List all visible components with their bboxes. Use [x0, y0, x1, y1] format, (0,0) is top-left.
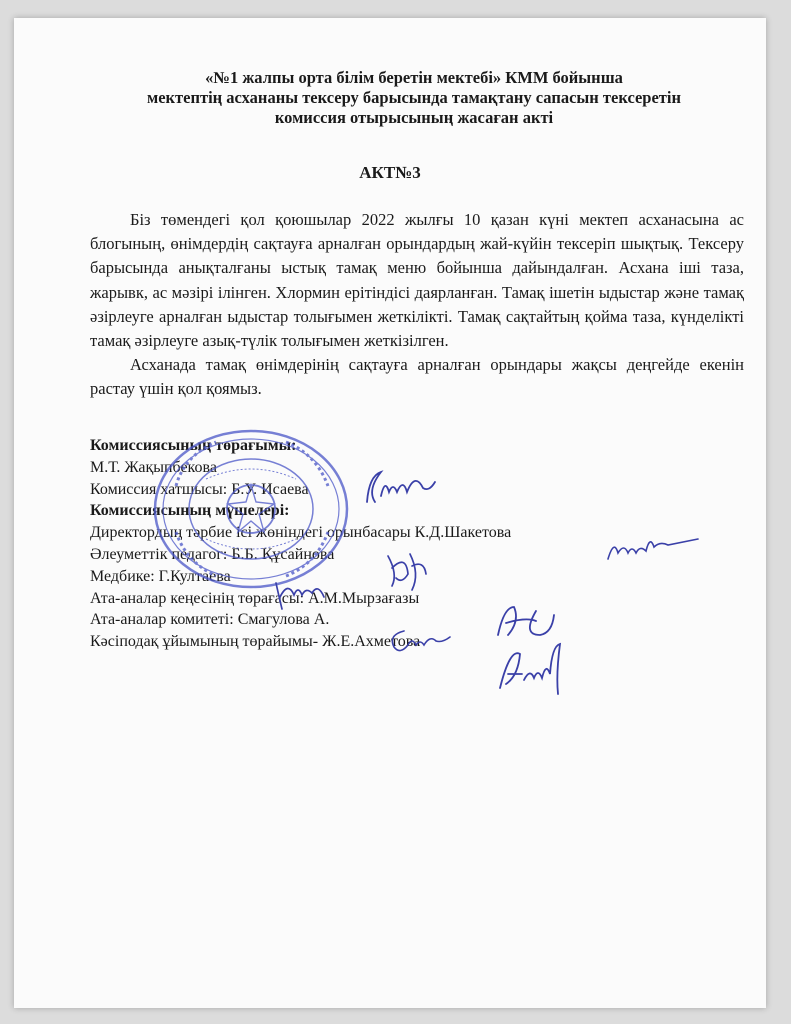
- act-body: [90, 208, 744, 402]
- chair-name: М.Т. Жақыпбекова: [90, 458, 217, 476]
- paragraph-2: Асханада тамақ өнімдерінің сақтауға арналған орындары жақсы деңгейде екенін растау үшін қол қоямыз.: [90, 355, 744, 399]
- document-page: [14, 18, 766, 1008]
- members-heading: Комиссиясының мүшелері:: [90, 502, 290, 520]
- signature-smagulova: [386, 623, 456, 659]
- member-6: Кәсіподақ ұйымының төрайымы- Ж.Е.Ахметова: [90, 633, 421, 651]
- act-title: АКТ№3: [359, 163, 421, 182]
- member-2: Әлеуметтік педагог: Б.Б. Құсайнова: [90, 545, 335, 563]
- header-line-2: мектептің асхананы тексеру барысында тамақтану сапасын тексеретін: [146, 88, 682, 107]
- signature-akhmetova: [494, 640, 574, 704]
- signature-kultaeva: [270, 573, 334, 617]
- signature-kusainova: [382, 548, 434, 596]
- chair-heading: Комиссиясының төрағымы:: [90, 437, 297, 454]
- member-4: Ата-аналар кеңесінің төрағасы: А.М.Мырзағазы: [90, 589, 420, 607]
- member-5: Ата-аналар комитеті: Смагулова А.: [90, 611, 330, 629]
- member-3: Медбике: Г.Култаева: [90, 567, 231, 585]
- member-1: Директордың тәрбие ісі жөніндегі орынбасары К.Д.Шакетова: [90, 524, 512, 542]
- header-line-1: «№1 жалпы орта білім беретін мектебі» КММ бойынша: [205, 68, 623, 87]
- signature-isaeva: [359, 464, 439, 514]
- header-line-3: комиссия отырысының жасаған акті: [274, 108, 554, 127]
- signature-shaketova: [604, 531, 704, 571]
- school-seal-stamp: [146, 424, 356, 594]
- secretary-line: Комиссия хатшысы: Б.У. Исаева: [90, 480, 309, 498]
- paragraph-1: Біз төмендегі қол қоюшылар 2022 жылғы 10 қазан күні мектеп асханасына ас блогының, өнімдердің сақтауға арналған орындардың жай-күйін тексеріп шықтық. Тексеру барысында анықталғаны ыстық тамақ меню бойынша дайындалған. Асхана іші таза, жарывк, ас мәзірі ілінген. Хлормин ерітіндісі даярланған. Тамақ ішетін ыдыстар және тамақ әзірлеуге арналған ыдыстар толығымен жеткілікті. Тамақ сақтайтың қойма таза, күнделікті тамақ әзірлеуге азық-түлік толығымен жеткізілген.: [90, 210, 744, 351]
- document-header: [84, 68, 744, 128]
